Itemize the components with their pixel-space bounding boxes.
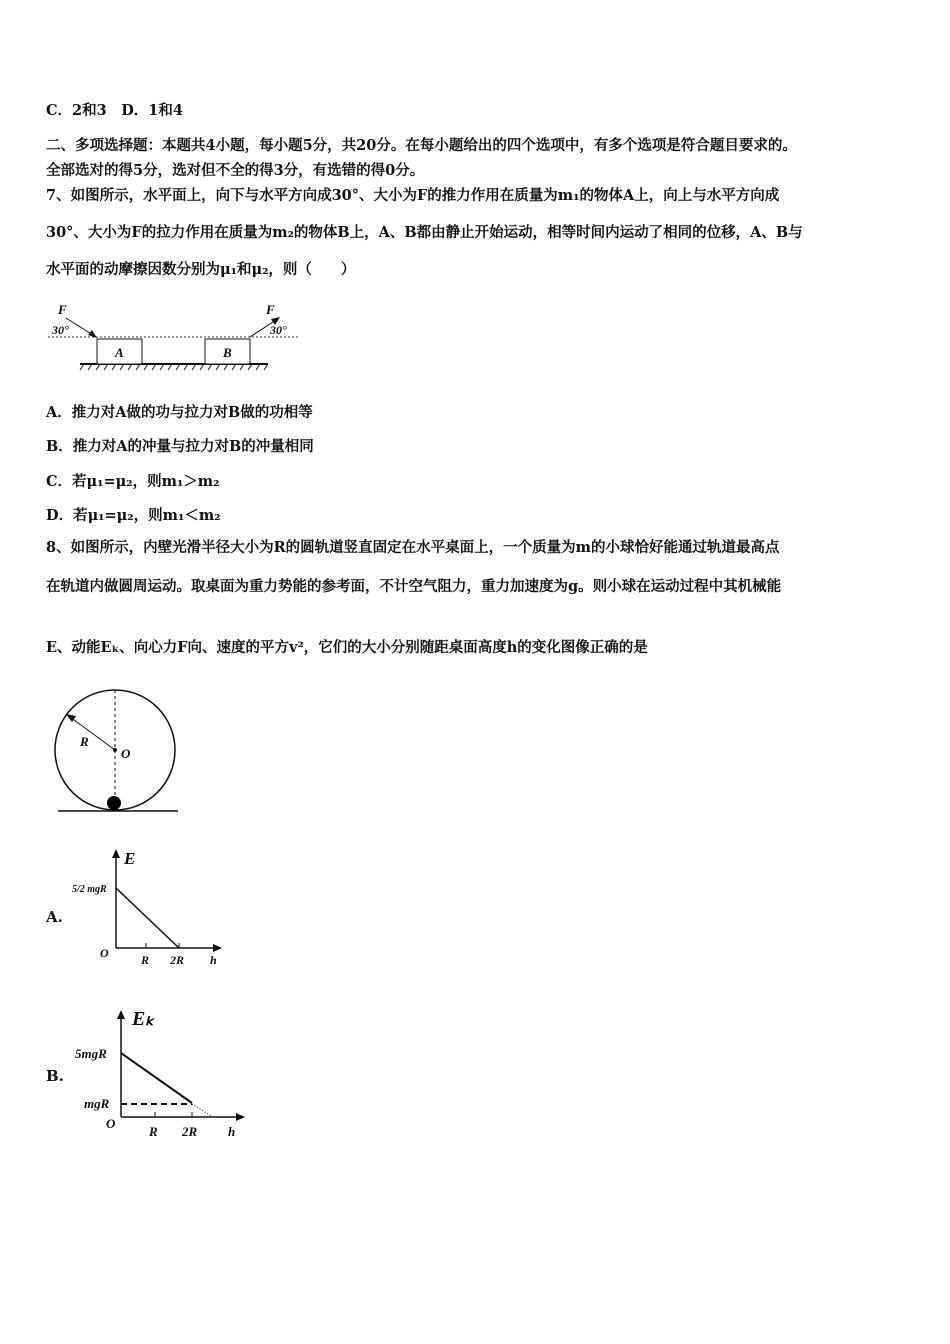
push-force-label: F <box>58 302 67 317</box>
graph-a-xtick-2r: 2R <box>170 953 185 967</box>
circular-track-figure <box>55 690 178 811</box>
graph-a-xtick-r: R <box>141 953 150 967</box>
q7-option-c[interactable]: C．若μ₁=μ₂，则m₁＞m₂ <box>46 473 220 490</box>
graph-b-xtick-r: R <box>149 1124 158 1139</box>
graph-a-origin: O <box>100 946 109 960</box>
q7-option-a[interactable]: A．推力对A做的功与拉力对B做的功相等 <box>46 404 313 421</box>
graph-b-xtick-2r: 2R <box>182 1124 198 1139</box>
center-label: O <box>121 746 131 761</box>
q7-stem-line3: 水平面的动摩擦因数分别为μ₁和μ₂，则（ ） <box>46 261 356 278</box>
graph-b-ytick-mgr: mgR <box>84 1096 110 1111</box>
section-header: 二、多项选择题：本题共4小题，每小题5分，共20分。在每小题给出的四个选项中，有多个选项是符合题目要求的。 <box>46 137 797 154</box>
graph-b-ylabel: Eₖ <box>132 1008 154 1030</box>
pull-force-label: F <box>266 302 275 317</box>
ball <box>107 796 121 810</box>
graph-a <box>72 849 222 967</box>
push-angle-label: 30° <box>52 323 69 337</box>
q7-option-d[interactable]: D．若μ₁=μ₂，则m₁＜m₂ <box>46 507 221 524</box>
graph-a-ytick: 5/2 mgR <box>72 884 107 895</box>
q7-option-b[interactable]: B．推力对A的冲量与拉力对B的冲量相同 <box>46 438 314 455</box>
section-header-rules: 全部选对的得5分，选对但不全的得3分，有选错的得0分。 <box>46 162 425 179</box>
block-b-label: B <box>223 345 232 360</box>
graph-a-ylabel: E <box>124 849 136 868</box>
pull-angle-label: 30° <box>270 323 287 337</box>
radius-label: R <box>80 734 89 749</box>
graph-b <box>75 1008 245 1139</box>
q8-stem-line2: 在轨道内做圆周运动。取桌面为重力势能的参考面，不计空气阻力，重力加速度为g。则小球在运动过程中其机械能 <box>46 578 782 595</box>
q8-stem-line1: 8、如图所示，内壁光滑半径大小为R的圆轨道竖直固定在水平桌面上，一个质量为m的小球恰好能通过轨道最高点 <box>46 539 780 556</box>
q8-option-a-label[interactable]: A. <box>46 908 63 926</box>
block-a-label: A <box>115 345 124 360</box>
q8-option-b-label[interactable]: B. <box>46 1067 64 1085</box>
graph-a-xlabel: h <box>210 953 217 967</box>
q7-stem-line2: 30°、大小为F的拉力作用在质量为m₂的物体B上，A、B都由静止开始运动，相等时间内运动了相同的位移，A、B与 <box>46 224 803 241</box>
previous-options: C．2和3 D．1和4 <box>46 102 183 119</box>
graph-b-xlabel: h <box>228 1124 236 1139</box>
graph-b-ytick-5mgr: 5mgR <box>75 1046 107 1061</box>
q8-stem-line3: E、动能Eₖ、向心力F向、速度的平方v²，它们的大小分别随距桌面高度h的变化图像正确的是 <box>46 639 648 656</box>
graph-b-origin: O <box>106 1116 116 1131</box>
q7-stem-line1: 7、如图所示，水平面上，向下与水平方向成30°、大小为F的推力作用在质量为m₁的物体A上，向上与水平方向成 <box>46 187 780 204</box>
